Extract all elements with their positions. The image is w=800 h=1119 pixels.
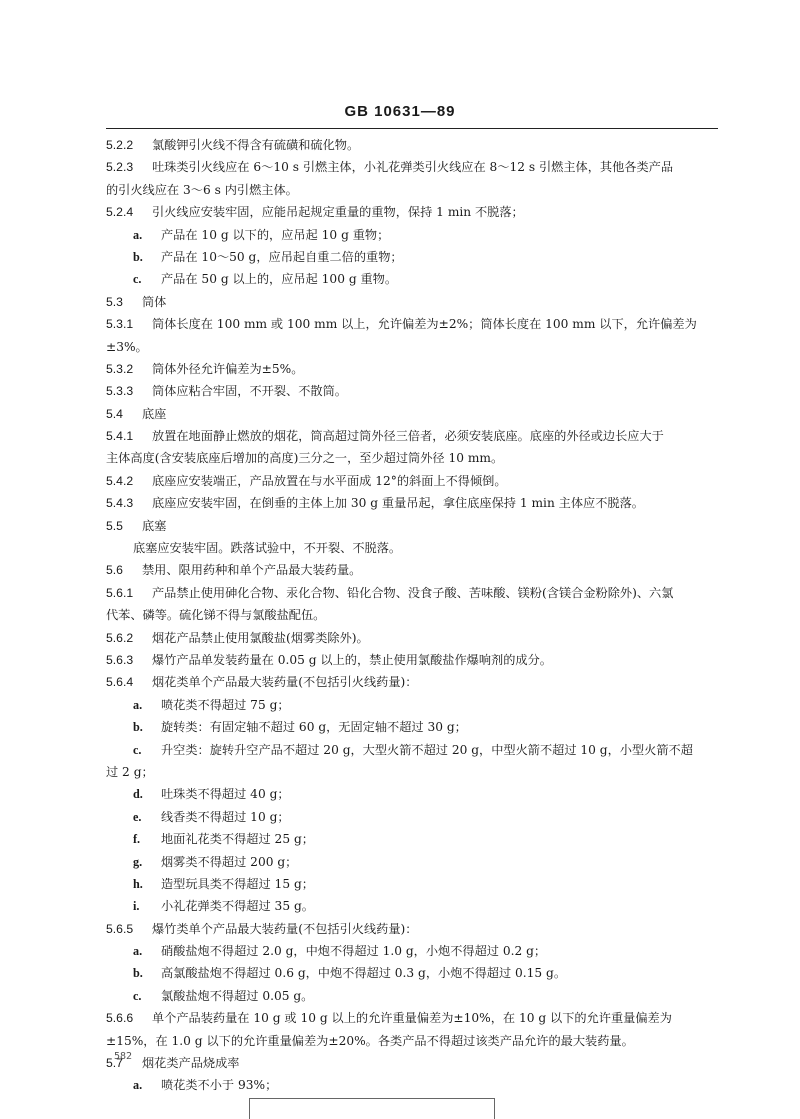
- section-clause: [106, 918, 726, 940]
- continuation-line: [106, 761, 726, 783]
- section-number: 5.6.1: [106, 585, 134, 600]
- list-item: [106, 806, 726, 828]
- clause-text: 筒体: [142, 294, 167, 309]
- section-number: 5.4.2: [106, 473, 134, 488]
- section-number: 5.6.4: [106, 675, 134, 690]
- section-number: 5.6.2: [106, 630, 134, 645]
- continuation-line: [106, 1030, 726, 1052]
- section-clause: [106, 380, 726, 402]
- section-clause: [106, 671, 726, 693]
- clause-text: 引火线应安装牢固，应能吊起规定重量的重物，保持 1 min 不脱落；: [152, 205, 524, 220]
- section-clause: [106, 201, 726, 223]
- list-item-letter: i.: [133, 899, 140, 914]
- document-body: [106, 134, 726, 1097]
- section-clause: [106, 470, 726, 492]
- section-number: 5.4.3: [106, 496, 134, 511]
- list-item-letter: f.: [133, 832, 141, 847]
- list-item-letter: c.: [133, 272, 142, 287]
- section-number: 5.4: [106, 406, 123, 421]
- clause-text: 底塞应安装牢固。跌落试验中，不开裂、不脱落。: [133, 541, 402, 556]
- document-header-title: GB 10631—89: [344, 103, 456, 120]
- clause-text: 禁用、限用药种和单个产品最大装药量。: [142, 563, 362, 578]
- clause-text: 烟花类单个产品最大装药量(不包括引火线药量)：: [152, 675, 418, 690]
- section-clause: [106, 582, 726, 604]
- clause-text: 小礼花弹类不得超过 35 g。: [161, 899, 314, 914]
- paragraph-indented: [106, 537, 726, 559]
- list-item: [106, 873, 726, 895]
- clause-text: 烟雾类不得超过 200 g；: [161, 854, 298, 869]
- list-item-letter: a.: [133, 227, 143, 242]
- section-clause: [106, 291, 726, 313]
- clause-text: 地面礼花类不得超过 25 g；: [161, 832, 314, 847]
- list-item: [106, 828, 726, 850]
- list-item: [106, 739, 726, 761]
- section-clause: [106, 358, 726, 380]
- list-item-letter: d.: [133, 787, 143, 802]
- header-rule: [106, 128, 718, 129]
- list-item: [106, 246, 726, 268]
- section-clause: [106, 1052, 726, 1074]
- clause-text: 线香类不得超过 10 g；: [161, 809, 290, 824]
- list-item-letter: b.: [133, 966, 143, 981]
- section-number: 5.4.1: [106, 429, 134, 444]
- list-item: [106, 783, 726, 805]
- clause-text: 造型玩具类不得超过 15 g；: [161, 876, 314, 891]
- clause-text: 底座应安装端正，产品放置在与水平面成 12°的斜面上不得倾倒。: [152, 473, 507, 488]
- section-clause: [106, 1007, 726, 1029]
- section-clause: [106, 627, 726, 649]
- list-item-letter: a.: [133, 944, 143, 959]
- section-clause: [106, 134, 726, 156]
- list-item-letter: a.: [133, 1078, 143, 1093]
- continuation-line: [106, 604, 726, 626]
- section-number: 5.3.3: [106, 384, 134, 399]
- clause-text: 喷花类不得超过 75 g；: [161, 697, 290, 712]
- continuation-line: [106, 179, 726, 201]
- section-number: 5.3.1: [106, 317, 134, 332]
- clause-text: 爆竹产品单发装药量在 0.05 g 以上的，禁止使用氯酸盐作爆响剂的成分。: [152, 652, 552, 667]
- clause-text: 氯酸盐炮不得超过 0.05 g。: [161, 988, 314, 1003]
- list-item-letter: a.: [133, 697, 143, 712]
- section-clause: [106, 425, 726, 447]
- list-item-letter: c.: [133, 988, 142, 1003]
- section-clause: [106, 492, 726, 514]
- clause-text: 代苯、磷等。硫化锑不得与氯酸盐配伍。: [106, 608, 326, 623]
- list-item-letter: b.: [133, 249, 143, 264]
- section-number: 5.7: [106, 1056, 123, 1071]
- clause-text: 底座应安装牢固，在倒垂的主体上加 30 g 重量吊起，拿住底座保持 1 min 主体应不脱落。: [152, 496, 644, 511]
- clause-text: 放置在地面静止燃放的烟花，筒高超过筒外径三倍者，必须安装底座。底座的外径或边长应大于: [152, 429, 664, 444]
- section-number: 5.6.3: [106, 652, 134, 667]
- page-number: 582: [114, 1051, 133, 1062]
- list-item-letter: b.: [133, 720, 143, 735]
- clause-text: 产品在 10～50 g，应吊起自重二倍的重物；: [161, 249, 403, 264]
- clause-text: 氯酸钾引火线不得含有硫磺和硫化物。: [152, 138, 360, 152]
- clause-text: 底座: [142, 406, 167, 421]
- clause-text: ±15%，在 1.0 g 以下的允许重量偏差为±20%。各类产品不得超过该类产品允许的最大装药量。: [106, 1033, 634, 1048]
- section-clause: [106, 403, 726, 425]
- section-clause: [106, 649, 726, 671]
- section-number: 5.6.5: [106, 921, 134, 936]
- clause-text: 烟花类产品烧成率: [142, 1056, 240, 1071]
- clause-text: 筒体长度在 100 mm 或 100 mm 以上，允许偏差为±2%；筒体长度在 100 mm 以下，允许偏差为: [152, 317, 697, 332]
- section-number: 5.2.2: [106, 138, 134, 152]
- section-clause: [106, 559, 726, 581]
- clause-text: 筒体外径允许偏差为±5%。: [152, 361, 304, 376]
- bottom-frame: [249, 1098, 495, 1119]
- list-item-letter: h.: [133, 876, 143, 891]
- list-item: [106, 694, 726, 716]
- list-item: [106, 895, 726, 917]
- section-number: 5.2.3: [106, 160, 134, 175]
- continuation-line: [106, 336, 726, 358]
- clause-text: 产品在 10 g 以下的，应吊起 10 g 重物；: [161, 227, 390, 242]
- section-clause: [106, 313, 726, 335]
- section-number: 5.6.6: [106, 1011, 134, 1026]
- clause-text: 产品禁止使用砷化合物、汞化合物、铅化合物、没食子酸、苦味酸、镁粉(含镁合金粉除外)、六氯: [152, 585, 674, 600]
- section-clause: [106, 515, 726, 537]
- clause-text: 烟花产品禁止使用氯酸盐(烟雾类除外)。: [152, 630, 369, 645]
- section-number: 5.6: [106, 563, 123, 578]
- clause-text: 筒体应粘合牢固，不开裂、不散筒。: [152, 384, 347, 399]
- list-item: [106, 985, 726, 1007]
- clause-text: 高氯酸盐炮不得超过 0.6 g，中炮不得超过 0.3 g，小炮不得超过 0.15 g。: [161, 966, 567, 981]
- clause-text: 主体高度(含安装底座后增加的高度)三分之一，至少超过筒外径 10 mm。: [106, 451, 504, 466]
- section-number: 5.3.2: [106, 361, 134, 376]
- clause-text: 吐珠类引火线应在 6～10 s 引燃主体，小礼花弹类引火线应在 8～12 s 引燃主体，其他各类产品: [152, 160, 674, 175]
- list-item: [106, 1074, 726, 1096]
- list-item: [106, 224, 726, 246]
- clause-text: 爆竹类单个产品最大装药量(不包括引火线药量)：: [152, 921, 418, 936]
- clause-text: 产品在 50 g 以上的，应吊起 100 g 重物。: [161, 272, 398, 287]
- clause-text: 过 2 g；: [106, 764, 154, 779]
- section-number: 5.3: [106, 294, 123, 309]
- list-item-letter: e.: [133, 809, 142, 824]
- continuation-line: [106, 447, 726, 469]
- list-item: [106, 268, 726, 290]
- section-number: 5.2.4: [106, 205, 134, 220]
- list-item: [106, 940, 726, 962]
- clause-text: 的引火线应在 3～6 s 内引燃主体。: [106, 182, 298, 197]
- section-clause: [106, 156, 726, 178]
- section-number: 5.5: [106, 518, 123, 533]
- clause-text: 单个产品装药量在 10 g 或 10 g 以上的允许重量偏差为±10%，在 10 g 以下的允许重量偏差为: [152, 1011, 672, 1026]
- list-item-letter: c.: [133, 742, 142, 757]
- clause-text: ±3%。: [106, 339, 148, 354]
- clause-text: 喷花类不小于 93%；: [161, 1078, 278, 1093]
- list-item: [106, 716, 726, 738]
- list-item: [106, 851, 726, 873]
- list-item: [106, 962, 726, 984]
- clause-text: 升空类：旋转升空产品不超过 20 g，大型火箭不超过 20 g，中型火箭不超过 10 g，小型火箭不超: [161, 742, 693, 757]
- clause-text: 旋转类：有固定轴不超过 60 g，无固定轴不超过 30 g；: [161, 720, 467, 735]
- clause-text: 底塞: [142, 518, 167, 533]
- clause-text: 硝酸盐炮不得超过 2.0 g，中炮不得超过 1.0 g，小炮不得超过 0.2 g；: [161, 944, 547, 959]
- list-item-letter: g.: [133, 854, 143, 869]
- clause-text: 吐珠类不得超过 40 g；: [161, 787, 290, 802]
